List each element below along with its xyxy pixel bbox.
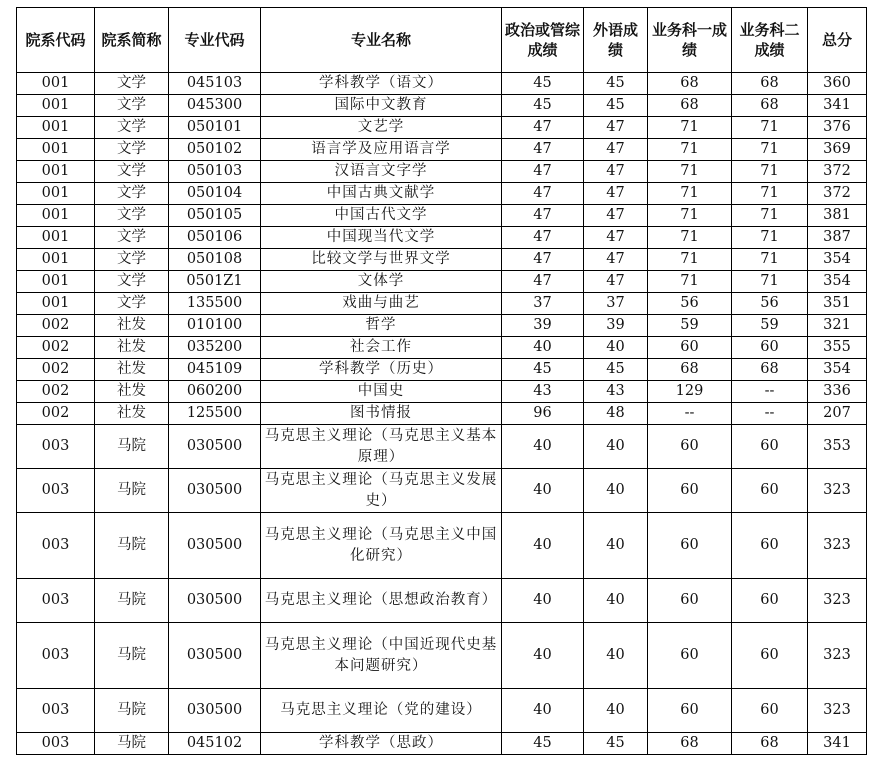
cell-subject2: 68 (732, 95, 808, 117)
table-row (17, 205, 867, 227)
header-major-code: 专业代码 (169, 8, 261, 73)
cell-subject1: 71 (648, 139, 732, 161)
cell-dept-abbr: 马院 (95, 469, 169, 513)
cell-foreign-lang: 40 (584, 623, 648, 689)
cell-major-name: 国际中文教育 (261, 95, 502, 117)
cell-subject1: 60 (648, 469, 732, 513)
cell-dept-code: 002 (17, 359, 95, 381)
cell-total: 354 (808, 271, 867, 293)
cell-subject1: 60 (648, 337, 732, 359)
cell-major-code: 050105 (169, 205, 261, 227)
cell-politics: 47 (502, 139, 584, 161)
cell-major-code: 010100 (169, 315, 261, 337)
score-table (16, 7, 867, 755)
cell-dept-abbr: 马院 (95, 623, 169, 689)
cell-total: 355 (808, 337, 867, 359)
cell-dept-code: 001 (17, 227, 95, 249)
cell-foreign-lang: 40 (584, 337, 648, 359)
cell-dept-code: 001 (17, 73, 95, 95)
cell-major-code: 045103 (169, 73, 261, 95)
cell-dept-abbr: 文学 (95, 293, 169, 315)
header-major-name: 专业名称 (261, 8, 502, 73)
cell-subject2: 71 (732, 227, 808, 249)
cell-dept-code: 002 (17, 315, 95, 337)
cell-politics: 40 (502, 689, 584, 733)
cell-major-code: 050108 (169, 249, 261, 271)
cell-subject2: 71 (732, 139, 808, 161)
cell-major-name: 图书情报 (261, 403, 502, 425)
cell-major-code: 045102 (169, 733, 261, 755)
cell-politics: 45 (502, 359, 584, 381)
cell-politics: 96 (502, 403, 584, 425)
cell-politics: 43 (502, 381, 584, 403)
cell-subject2: 60 (732, 337, 808, 359)
cell-major-name: 学科教学（历史） (261, 359, 502, 381)
cell-subject1: 129 (648, 381, 732, 403)
cell-dept-abbr: 文学 (95, 249, 169, 271)
table-row (17, 249, 867, 271)
cell-foreign-lang: 47 (584, 161, 648, 183)
cell-foreign-lang: 47 (584, 249, 648, 271)
cell-foreign-lang: 47 (584, 117, 648, 139)
cell-major-code: 030500 (169, 469, 261, 513)
cell-dept-code: 003 (17, 469, 95, 513)
cell-politics: 47 (502, 161, 584, 183)
cell-total: 372 (808, 183, 867, 205)
cell-dept-abbr: 文学 (95, 271, 169, 293)
cell-foreign-lang: 47 (584, 183, 648, 205)
header-dept-abbr: 院系简称 (95, 8, 169, 73)
cell-total: 321 (808, 315, 867, 337)
cell-total: 354 (808, 359, 867, 381)
cell-dept-abbr: 文学 (95, 117, 169, 139)
cell-politics: 39 (502, 315, 584, 337)
header-dept-code: 院系代码 (17, 8, 95, 73)
cell-total: 336 (808, 381, 867, 403)
cell-foreign-lang: 37 (584, 293, 648, 315)
cell-politics: 47 (502, 183, 584, 205)
cell-subject2: 60 (732, 689, 808, 733)
cell-subject1: 71 (648, 117, 732, 139)
cell-politics: 45 (502, 95, 584, 117)
table-row (17, 139, 867, 161)
cell-major-code: 0501Z1 (169, 271, 261, 293)
header-foreign-lang: 外语成绩 (584, 8, 648, 73)
cell-dept-abbr: 社发 (95, 359, 169, 381)
cell-dept-abbr: 文学 (95, 73, 169, 95)
table-row (17, 183, 867, 205)
cell-major-code: 030500 (169, 623, 261, 689)
cell-foreign-lang: 47 (584, 271, 648, 293)
cell-major-name: 文艺学 (261, 117, 502, 139)
cell-major-name: 中国古典文献学 (261, 183, 502, 205)
cell-dept-code: 001 (17, 271, 95, 293)
table-row (17, 95, 867, 117)
cell-subject1: 71 (648, 271, 732, 293)
cell-subject2: 60 (732, 425, 808, 469)
header-subject1: 业务科一成绩 (648, 8, 732, 73)
header-row (17, 8, 867, 73)
cell-subject1: 71 (648, 161, 732, 183)
cell-total: 376 (808, 117, 867, 139)
cell-major-code: 045300 (169, 95, 261, 117)
cell-foreign-lang: 40 (584, 425, 648, 469)
cell-subject1: 71 (648, 249, 732, 271)
cell-major-code: 125500 (169, 403, 261, 425)
cell-foreign-lang: 45 (584, 73, 648, 95)
cell-dept-code: 001 (17, 205, 95, 227)
table-row (17, 117, 867, 139)
cell-subject2: 56 (732, 293, 808, 315)
cell-subject1: 68 (648, 733, 732, 755)
cell-dept-abbr: 文学 (95, 139, 169, 161)
cell-subject2: 71 (732, 271, 808, 293)
cell-major-name: 戏曲与曲艺 (261, 293, 502, 315)
table-row (17, 315, 867, 337)
cell-dept-code: 001 (17, 139, 95, 161)
cell-subject1: 60 (648, 623, 732, 689)
cell-subject2: 71 (732, 249, 808, 271)
cell-foreign-lang: 43 (584, 381, 648, 403)
cell-dept-abbr: 文学 (95, 205, 169, 227)
cell-major-name: 哲学 (261, 315, 502, 337)
cell-politics: 40 (502, 337, 584, 359)
cell-major-code: 030500 (169, 425, 261, 469)
cell-total: 341 (808, 733, 867, 755)
cell-subject1: 71 (648, 183, 732, 205)
cell-subject2: 71 (732, 161, 808, 183)
cell-major-name: 马克思主义理论（马克思主义发展史） (261, 469, 502, 513)
cell-dept-abbr: 社发 (95, 337, 169, 359)
cell-major-name: 马克思主义理论（中国近现代史基本问题研究） (261, 623, 502, 689)
cell-subject2: -- (732, 403, 808, 425)
table-row (17, 359, 867, 381)
cell-politics: 45 (502, 733, 584, 755)
table-row (17, 337, 867, 359)
cell-politics: 40 (502, 513, 584, 579)
cell-major-name: 汉语言文字学 (261, 161, 502, 183)
cell-major-name: 中国现当代文学 (261, 227, 502, 249)
cell-subject2: 68 (732, 73, 808, 95)
cell-total: 207 (808, 403, 867, 425)
cell-dept-abbr: 文学 (95, 161, 169, 183)
cell-total: 323 (808, 579, 867, 623)
cell-total: 360 (808, 73, 867, 95)
cell-politics: 37 (502, 293, 584, 315)
cell-dept-code: 001 (17, 183, 95, 205)
cell-total: 353 (808, 425, 867, 469)
cell-total: 323 (808, 513, 867, 579)
score-table-container (16, 7, 867, 755)
cell-major-code: 035200 (169, 337, 261, 359)
cell-major-code: 030500 (169, 513, 261, 579)
cell-subject1: 71 (648, 205, 732, 227)
cell-politics: 47 (502, 117, 584, 139)
cell-subject1: 68 (648, 95, 732, 117)
cell-foreign-lang: 40 (584, 689, 648, 733)
cell-subject2: 60 (732, 513, 808, 579)
cell-major-name: 马克思主义理论（党的建设） (261, 689, 502, 733)
cell-subject2: 71 (732, 205, 808, 227)
cell-total: 323 (808, 689, 867, 733)
cell-politics: 47 (502, 249, 584, 271)
cell-foreign-lang: 45 (584, 359, 648, 381)
table-row (17, 689, 867, 733)
cell-subject2: 59 (732, 315, 808, 337)
cell-foreign-lang: 47 (584, 205, 648, 227)
cell-politics: 47 (502, 205, 584, 227)
cell-dept-abbr: 社发 (95, 403, 169, 425)
cell-major-name: 文体学 (261, 271, 502, 293)
cell-subject2: 60 (732, 469, 808, 513)
table-row (17, 403, 867, 425)
cell-politics: 47 (502, 271, 584, 293)
cell-dept-code: 003 (17, 733, 95, 755)
cell-dept-abbr: 文学 (95, 227, 169, 249)
cell-politics: 47 (502, 227, 584, 249)
cell-major-name: 学科教学（语文） (261, 73, 502, 95)
cell-major-code: 050102 (169, 139, 261, 161)
cell-major-name: 马克思主义理论（思想政治教育） (261, 579, 502, 623)
cell-subject1: 60 (648, 689, 732, 733)
cell-subject1: 59 (648, 315, 732, 337)
cell-dept-abbr: 文学 (95, 183, 169, 205)
cell-subject2: 60 (732, 579, 808, 623)
cell-dept-code: 003 (17, 623, 95, 689)
cell-total: 341 (808, 95, 867, 117)
cell-major-name: 马克思主义理论（马克思主义中国化研究） (261, 513, 502, 579)
cell-dept-code: 001 (17, 117, 95, 139)
cell-major-code: 050101 (169, 117, 261, 139)
cell-subject1: 60 (648, 425, 732, 469)
cell-major-code: 135500 (169, 293, 261, 315)
cell-dept-abbr: 马院 (95, 513, 169, 579)
cell-total: 387 (808, 227, 867, 249)
table-row (17, 623, 867, 689)
cell-major-code: 050104 (169, 183, 261, 205)
cell-politics: 40 (502, 425, 584, 469)
cell-subject1: 60 (648, 579, 732, 623)
cell-major-name: 比较文学与世界文学 (261, 249, 502, 271)
cell-dept-code: 003 (17, 579, 95, 623)
cell-dept-code: 001 (17, 161, 95, 183)
cell-politics: 40 (502, 579, 584, 623)
cell-major-name: 学科教学（思政） (261, 733, 502, 755)
table-row (17, 381, 867, 403)
cell-politics: 40 (502, 469, 584, 513)
table-row (17, 271, 867, 293)
cell-subject2: 60 (732, 623, 808, 689)
cell-subject2: 71 (732, 117, 808, 139)
cell-dept-code: 001 (17, 249, 95, 271)
table-row (17, 227, 867, 249)
cell-dept-code: 001 (17, 293, 95, 315)
cell-foreign-lang: 45 (584, 95, 648, 117)
cell-foreign-lang: 40 (584, 513, 648, 579)
cell-politics: 45 (502, 73, 584, 95)
cell-total: 381 (808, 205, 867, 227)
cell-subject1: 68 (648, 73, 732, 95)
cell-dept-code: 001 (17, 95, 95, 117)
cell-dept-abbr: 马院 (95, 425, 169, 469)
header-total: 总分 (808, 8, 867, 73)
cell-major-code: 050103 (169, 161, 261, 183)
cell-dept-code: 002 (17, 337, 95, 359)
cell-foreign-lang: 39 (584, 315, 648, 337)
cell-foreign-lang: 45 (584, 733, 648, 755)
table-row (17, 161, 867, 183)
cell-major-name: 语言学及应用语言学 (261, 139, 502, 161)
cell-subject2: 68 (732, 359, 808, 381)
cell-total: 354 (808, 249, 867, 271)
cell-dept-code: 003 (17, 425, 95, 469)
cell-dept-code: 003 (17, 689, 95, 733)
cell-foreign-lang: 40 (584, 579, 648, 623)
cell-major-name: 社会工作 (261, 337, 502, 359)
header-subject2: 业务科二成绩 (732, 8, 808, 73)
cell-major-code: 045109 (169, 359, 261, 381)
table-row (17, 73, 867, 95)
cell-subject1: 56 (648, 293, 732, 315)
cell-total: 369 (808, 139, 867, 161)
cell-subject2: 71 (732, 183, 808, 205)
cell-dept-abbr: 社发 (95, 381, 169, 403)
cell-total: 372 (808, 161, 867, 183)
cell-subject1: 60 (648, 513, 732, 579)
cell-major-code: 030500 (169, 579, 261, 623)
cell-dept-abbr: 马院 (95, 689, 169, 733)
cell-politics: 40 (502, 623, 584, 689)
cell-major-code: 050106 (169, 227, 261, 249)
cell-total: 323 (808, 623, 867, 689)
cell-subject1: 68 (648, 359, 732, 381)
table-row (17, 425, 867, 469)
cell-dept-abbr: 马院 (95, 579, 169, 623)
table-row (17, 469, 867, 513)
cell-total: 323 (808, 469, 867, 513)
cell-subject1: 71 (648, 227, 732, 249)
cell-major-name: 中国史 (261, 381, 502, 403)
cell-foreign-lang: 47 (584, 227, 648, 249)
table-row (17, 733, 867, 755)
table-row (17, 579, 867, 623)
cell-major-code: 030500 (169, 689, 261, 733)
cell-major-name: 中国古代文学 (261, 205, 502, 227)
cell-foreign-lang: 48 (584, 403, 648, 425)
cell-subject2: 68 (732, 733, 808, 755)
cell-dept-code: 002 (17, 403, 95, 425)
cell-major-name: 马克思主义理论（马克思主义基本原理） (261, 425, 502, 469)
cell-dept-code: 003 (17, 513, 95, 579)
cell-dept-abbr: 社发 (95, 315, 169, 337)
cell-major-code: 060200 (169, 381, 261, 403)
header-politics: 政治或管综成绩 (502, 8, 584, 73)
cell-subject1: -- (648, 403, 732, 425)
cell-foreign-lang: 47 (584, 139, 648, 161)
cell-foreign-lang: 40 (584, 469, 648, 513)
cell-subject2: -- (732, 381, 808, 403)
cell-dept-abbr: 马院 (95, 733, 169, 755)
cell-dept-abbr: 文学 (95, 95, 169, 117)
table-row (17, 513, 867, 579)
cell-total: 351 (808, 293, 867, 315)
cell-dept-code: 002 (17, 381, 95, 403)
table-row (17, 293, 867, 315)
